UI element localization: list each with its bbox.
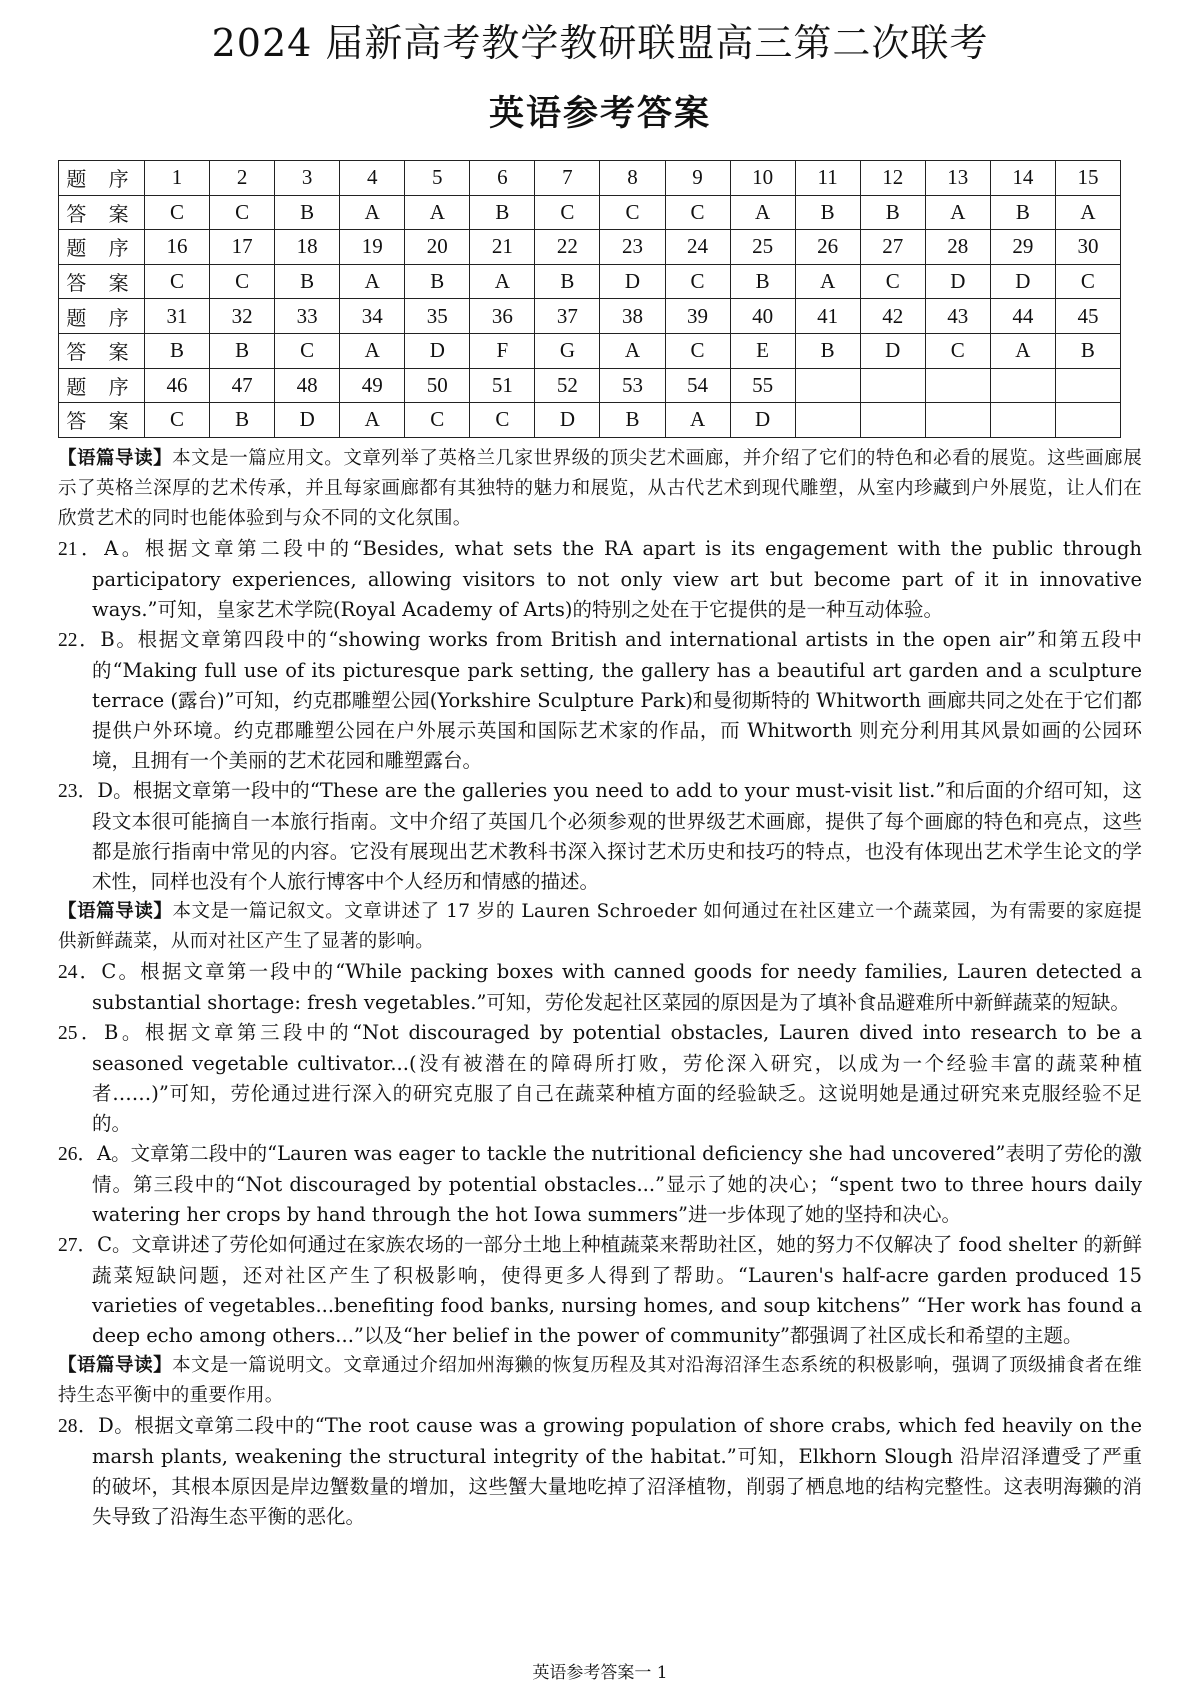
table-cell: C [145,264,210,299]
table-cell: C [860,264,925,299]
table-cell: B [535,264,600,299]
table-cell: B [600,403,665,438]
table-cell: C [275,333,340,368]
guide-text: 本文是一篇应用文。文章列举了英格兰几家世界级的顶尖艺术画廊，并介绍了它们的特色和必看的展览。这些画廊展示了英格兰深厚的艺术传承，并且每家画廊都有其独特的魅力和展览，从古代艺术到现代雕塑，从室内珍藏到户外展览，让人们在欣赏艺术的同时也能体验到与众不同的文化氛围。 [58,447,1142,529]
table-cell: A [600,333,665,368]
table-cell: D [925,264,990,299]
table-cell: B [860,195,925,230]
table-cell: 39 [665,299,730,334]
table-cell: 36 [470,299,535,334]
table-cell: C [210,195,275,230]
table-cell [925,403,990,438]
reading-guide-2 [58,897,1142,957]
table-cell: 18 [275,230,340,265]
table-cell: D [600,264,665,299]
table-cell: 45 [1055,299,1120,334]
table-cell: B [795,195,860,230]
table-cell: B [795,333,860,368]
table-cell [795,368,860,403]
row-label: 题 序 [59,299,145,334]
table-cell: C [145,403,210,438]
explanation-text: C。根据文章第一段中的“While packing boxes with canned goods for needy families, Lauren detected a substantial shortage: fresh vegetables.”可知，劳伦发起社区菜园的原因是为了填补食品避难所中新鲜蔬菜的短缺。 [92,959,1142,1014]
table-cell: 32 [210,299,275,334]
table-cell: 13 [925,161,990,196]
table-cell: 8 [600,161,665,196]
table-cell: 35 [405,299,470,334]
guide-tag: 【语篇导读】 [58,447,173,469]
row-label: 答 案 [59,333,145,368]
table-cell: A [990,333,1055,368]
row-label: 题 序 [59,161,145,196]
table-cell [1055,368,1120,403]
table-cell: C [665,264,730,299]
explanation-21 [58,534,1142,625]
table-cell: 6 [470,161,535,196]
table-cell: G [535,333,600,368]
table-cell: C [665,195,730,230]
guide-tag: 【语篇导读】 [58,1354,173,1376]
table-cell: D [405,333,470,368]
table-cell: 24 [665,230,730,265]
explanation-24 [58,957,1142,1018]
table-cell: 26 [795,230,860,265]
row-label: 题 序 [59,230,145,265]
table-cell: 23 [600,230,665,265]
table-cell: 44 [990,299,1055,334]
table-cell: 52 [535,368,600,403]
table-cell: B [990,195,1055,230]
table-cell [860,368,925,403]
table-cell: A [470,264,535,299]
explanation-26 [58,1139,1142,1230]
table-cell: 14 [990,161,1055,196]
table-cell: B [145,333,210,368]
table-cell: 3 [275,161,340,196]
table-cell: A [795,264,860,299]
question-number: 28． [58,1415,99,1437]
question-number: 21． [58,538,105,560]
table-cell: 48 [275,368,340,403]
table-cell: 54 [665,368,730,403]
question-number: 26． [58,1143,98,1165]
table-row [59,195,1121,230]
table-cell: 11 [795,161,860,196]
table-cell: 47 [210,368,275,403]
reading-guide-1 [58,444,1142,534]
table-cell: A [925,195,990,230]
table-cell: A [340,403,405,438]
table-cell: A [730,195,795,230]
table-cell: 33 [275,299,340,334]
table-cell: 42 [860,299,925,334]
table-cell: 41 [795,299,860,334]
explanation-23 [58,776,1142,897]
table-cell: 10 [730,161,795,196]
answer-table [58,160,1121,438]
question-number: 24． [58,961,102,983]
table-cell: C [470,403,535,438]
table-cell: C [665,333,730,368]
table-cell: D [990,264,1055,299]
question-number: 22． [58,629,101,651]
table-cell: B [730,264,795,299]
table-cell: 31 [145,299,210,334]
question-number: 27． [58,1234,98,1256]
table-cell: B [275,264,340,299]
table-cell: 27 [860,230,925,265]
table-cell: 9 [665,161,730,196]
table-cell: 43 [925,299,990,334]
table-cell: 4 [340,161,405,196]
explanation-22 [58,625,1142,776]
table-cell: 17 [210,230,275,265]
table-cell: 34 [340,299,405,334]
row-label: 题 序 [59,368,145,403]
table-cell: B [210,333,275,368]
table-cell: 55 [730,368,795,403]
explanation-text: A。根据文章第二段中的“Besides, what sets the RA apart is its engagement with the public through participatory experiences, allowing visitors to not only view art but become part of it in innovative ways.”可知，皇家艺术学院(Royal Academy of Arts)的特别之处在于它提供的是一种互动体验。 [92,536,1142,621]
table-cell [990,403,1055,438]
page-footer: 英语参考答案一 1 [532,1663,668,1683]
table-cell: 21 [470,230,535,265]
table-cell: 50 [405,368,470,403]
table-cell: 22 [535,230,600,265]
table-cell: B [275,195,340,230]
table-cell: 7 [535,161,600,196]
table-cell: 5 [405,161,470,196]
table-cell: D [860,333,925,368]
table-cell: C [405,403,470,438]
table-cell: B [470,195,535,230]
row-label: 答 案 [59,403,145,438]
guide-tag: 【语篇导读】 [58,900,173,922]
table-cell: 20 [405,230,470,265]
table-cell: A [665,403,730,438]
table-cell: 49 [340,368,405,403]
explanation-text: C。文章讲述了劳伦如何通过在家族农场的一部分土地上种植蔬菜来帮助社区，她的努力不仅解决了 food shelter 的新鲜蔬菜短缺问题，还对社区产生了积极影响，使得更多人得到了帮助。“Lauren's half-acre garden produced 15 varieties of vegetables...benefiting food banks, nursing homes, and soup kitchens” “Her work has found a deep echo among others...”以及“her belief in the power of community”都强调了社区成长和希望的主题。 [92,1232,1142,1347]
table-row [59,299,1121,334]
table-cell: 53 [600,368,665,403]
question-number: 23． [58,780,98,802]
table-cell: B [210,403,275,438]
table-cell: 16 [145,230,210,265]
table-cell: 12 [860,161,925,196]
guide-text: 本文是一篇记叙文。文章讲述了 17 岁的 Lauren Schroeder 如何通过在社区建立一个蔬菜园，为有需要的家庭提供新鲜蔬菜，从而对社区产生了显著的影响。 [58,900,1142,952]
explanation-text: D。根据文章第一段中的“These are the galleries you need to add to your must-visit list.”和后面的介绍可知，这段文本很可能摘自一本旅行指南。文中介绍了英国几个必须参观的世界级艺术画廊，提供了每个画廊的特色和亮点，这些都是旅行指南中常见的内容。它没有展现出艺术教科书深入探讨艺术历史和技巧的特点，也没有体现出艺术学生论文的学术性，同样也没有个人旅行博客中个人经历和情感的描述。 [92,778,1142,893]
row-label: 答 案 [59,195,145,230]
table-cell: C [600,195,665,230]
explanation-text: B。根据文章第四段中的“showing works from British and international artists in the open air”和第五段中的“Making full use of its picturesque park setting, the gallery has a beautiful art garden and a sculpture terrace (露台)”可知，约克郡雕塑公园(Yorkshire Sculpture Park)和曼彻斯特的 Whitworth 画廊共同之处在于它们都提供户外环境。约克郡雕塑公园在户外展示英国和国际艺术家的作品，而 Whitworth 则充分利用其风景如画的公园环境，且拥有一个美丽的艺术花园和雕塑露台。 [92,627,1142,772]
table-cell: B [405,264,470,299]
table-cell: 28 [925,230,990,265]
explanations [58,444,1142,1532]
table-cell: C [145,195,210,230]
page-title: 2024 届新高考教学教研联盟高三第二次联考 [211,21,989,65]
explanation-text: A。文章第二段中的“Lauren was eager to tackle the nutritional deficiency she had uncovered”表明了劳伦的激情。第三段中的“Not discouraged by potential obstacles...”显示了她的决心；“spent two to three hours daily watering her crops by hand through the hot Iowa summers”进一步体现了她的坚持和决心。 [92,1141,1142,1226]
table-cell: A [340,195,405,230]
table-row [59,161,1121,196]
table-row [59,403,1121,438]
table-row [59,333,1121,368]
table-cell: A [405,195,470,230]
table-cell: D [275,403,340,438]
guide-text: 本文是一篇说明文。文章通过介绍加州海獭的恢复历程及其对沿海沼泽生态系统的积极影响，强调了顶级捕食者在维持生态平衡中的重要作用。 [58,1354,1142,1406]
row-label: 答 案 [59,264,145,299]
table-cell: 1 [145,161,210,196]
explanation-text: B。根据文章第三段中的“Not discouraged by potential obstacles, Lauren dived into research to be a seasoned vegetable cultivator...(没有被潜在的障碍所打败，劳伦深入研究，以成为一个经验丰富的蔬菜种植者……)”可知，劳伦通过进行深入的研究克服了自己在蔬菜种植方面的经验缺乏。这说明她是通过研究来克服经验不足的。 [92,1020,1142,1135]
explanation-25 [58,1018,1142,1139]
table-cell: A [340,264,405,299]
table-cell: C [210,264,275,299]
table-cell: B [1055,333,1120,368]
table-cell: 19 [340,230,405,265]
table-cell: 29 [990,230,1055,265]
table-cell: D [730,403,795,438]
table-cell: C [1055,264,1120,299]
table-cell [925,368,990,403]
table-cell: C [535,195,600,230]
table-cell: A [1055,195,1120,230]
table-cell: D [535,403,600,438]
table-row [59,230,1121,265]
table-cell: A [340,333,405,368]
table-cell: 51 [470,368,535,403]
table-cell [795,403,860,438]
table-cell: 46 [145,368,210,403]
explanation-28 [58,1411,1142,1532]
table-row [59,264,1121,299]
table-cell: C [925,333,990,368]
table-cell: 30 [1055,230,1120,265]
reading-guide-3 [58,1351,1142,1411]
page-subtitle: 英语参考答案 [488,93,711,134]
table-cell [990,368,1055,403]
table-cell: F [470,333,535,368]
explanation-27 [58,1230,1142,1351]
table-cell: 37 [535,299,600,334]
table-cell [1055,403,1120,438]
table-cell: 2 [210,161,275,196]
question-number: 25． [58,1022,105,1044]
explanation-text: D。根据文章第二段中的“The root cause was a growing population of shore crabs, which fed heavily on the marsh plants, weakening the structural integrity of the habitat.”可知，Elkhorn Slough 沿岸沼泽遭受了严重的破坏，其根本原因是岸边蟹数量的增加，这些蟹大量地吃掉了沼泽植物，削弱了栖息地的结构完整性。这表明海獭的消失导致了沿海生态平衡的恶化。 [92,1413,1142,1528]
table-cell: 15 [1055,161,1120,196]
table-cell: 38 [600,299,665,334]
table-cell: 40 [730,299,795,334]
table-cell: 25 [730,230,795,265]
table-row [59,368,1121,403]
table-cell: E [730,333,795,368]
table-cell [860,403,925,438]
